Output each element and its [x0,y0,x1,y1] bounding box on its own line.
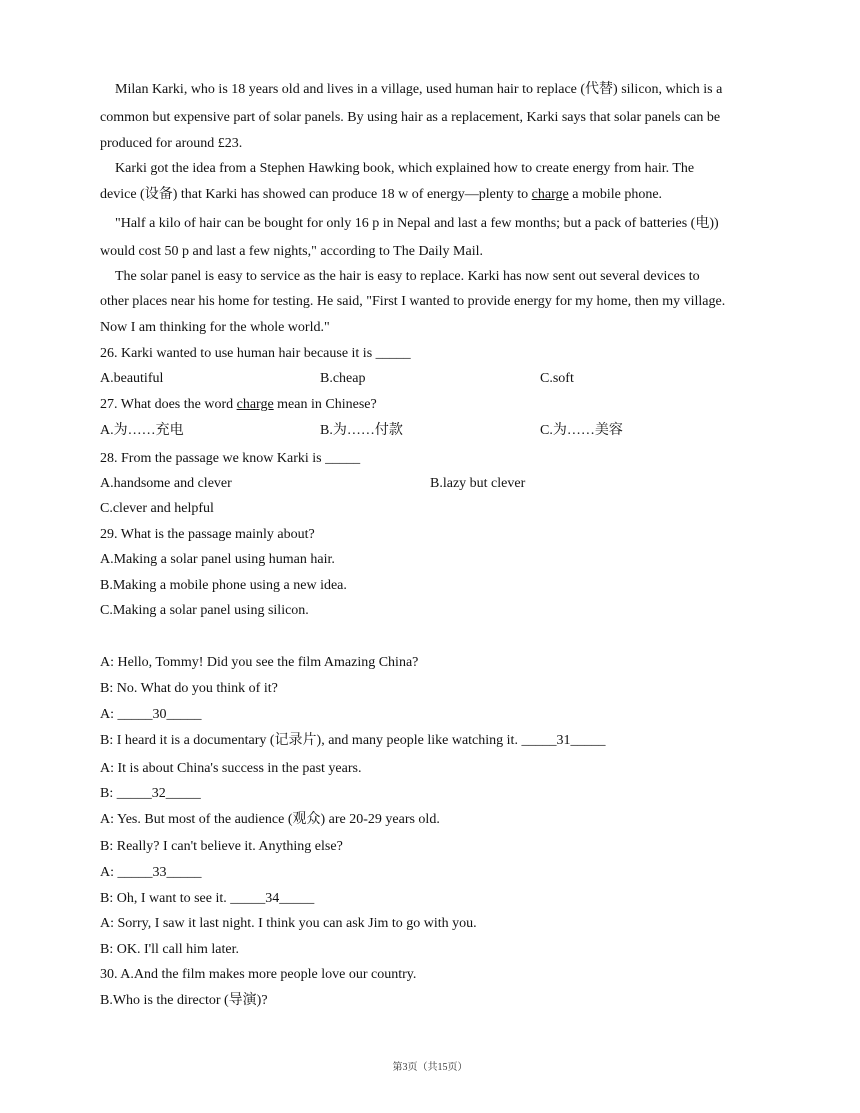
question-27 [100,396,377,414]
dialogue-line: B: I heard it is a documentary (记录片), and many people like watching it. _____31_____ [100,733,606,748]
dialogue-line: A: Sorry, I saw it last night. I think you can ask Jim to go with you. [100,916,477,931]
option-b: B.lazy but clever [430,476,526,491]
option-a: A.beautiful [100,371,164,386]
passage-p1-line1: Milan Karki, who is 18 years old and lives in a village, used human hair to replace (代替) silicon, which is a [115,82,723,97]
passage-text: a mobile phone. [568,187,663,202]
dialogue-line: B: No. What do you think of it? [100,681,278,696]
dialogue-line: A: It is about China's success in the past years. [100,761,362,776]
dialogue-line: B: Really? I can't believe it. Anything else? [100,839,343,854]
dialogue-line: B: Oh, I want to see it. _____34_____ [100,891,315,906]
option-a: A.handsome and clever [100,476,232,491]
option-30-a: 30. A.And the film makes more people love our country. [100,967,417,982]
passage-p4-line1: The solar panel is easy to service as the hair is easy to replace. Karki has now sent out several devices to [115,269,700,284]
underlined-word-charge: charge [236,397,274,412]
dialogue-line: A: Hello, Tommy! Did you see the film Amazing China? [100,655,419,670]
passage-p4-line2: other places near his home for testing. He said, "First I wanted to provide energy for my home, then my village. [100,294,726,309]
question-26: 26. Karki wanted to use human hair because it is _____ [100,346,411,361]
question-text: mean in Chinese? [273,397,377,412]
passage-p2-line2 [100,186,662,204]
passage-text: device (设备) that Karki has showed can produce 18 w of energy—plenty to [100,187,532,202]
passage-p4-line3: Now I am thinking for the whole world." [100,320,330,335]
dialogue-line: B: OK. I'll call him later. [100,942,239,957]
passage-p3-line2: would cost 50 p and last a few nights," according to The Daily Mail. [100,244,483,259]
option-c: C.clever and helpful [100,501,214,516]
option-b: B.Making a mobile phone using a new idea. [100,578,347,593]
dialogue-line: A: _____33_____ [100,865,202,880]
option-c: C.soft [540,371,574,386]
question-28: 28. From the passage we know Karki is _____ [100,451,361,466]
question-26-options [100,370,163,388]
passage-p2-line1: Karki got the idea from a Stephen Hawking book, which explained how to create energy from hair. The [115,161,695,176]
passage-p3-line1: "Half a kilo of hair can be bought for only 16 p in Nepal and last a few months; but a pack of batteries (电)) [115,216,719,231]
passage-p1-line3: produced for around £23. [100,136,243,151]
option-a: A.为……充电 [100,423,184,438]
page-footer: 第3页（共15页） [392,1062,468,1073]
question-29: 29. What is the passage mainly about? [100,527,315,542]
option-a: A.Making a solar panel using human hair. [100,552,335,567]
underlined-word-charge: charge [531,187,569,202]
question-text: 27. What does the word [100,397,237,412]
option-30-b: B.Who is the director (导演)? [100,993,268,1008]
option-c: C.为……美容 [540,423,623,438]
option-b: B.为……付款 [320,423,403,438]
option-c: C.Making a solar panel using silicon. [100,603,309,618]
passage-p1-line2: common but expensive part of solar panels. By using hair as a replacement, Karki says that solar panels can be [100,110,721,125]
option-b: B.cheap [320,371,366,386]
dialogue-line: B: _____32_____ [100,786,201,801]
dialogue-line: A: Yes. But most of the audience (观众) are 20-29 years old. [100,812,440,827]
dialogue-line: A: _____30_____ [100,707,202,722]
